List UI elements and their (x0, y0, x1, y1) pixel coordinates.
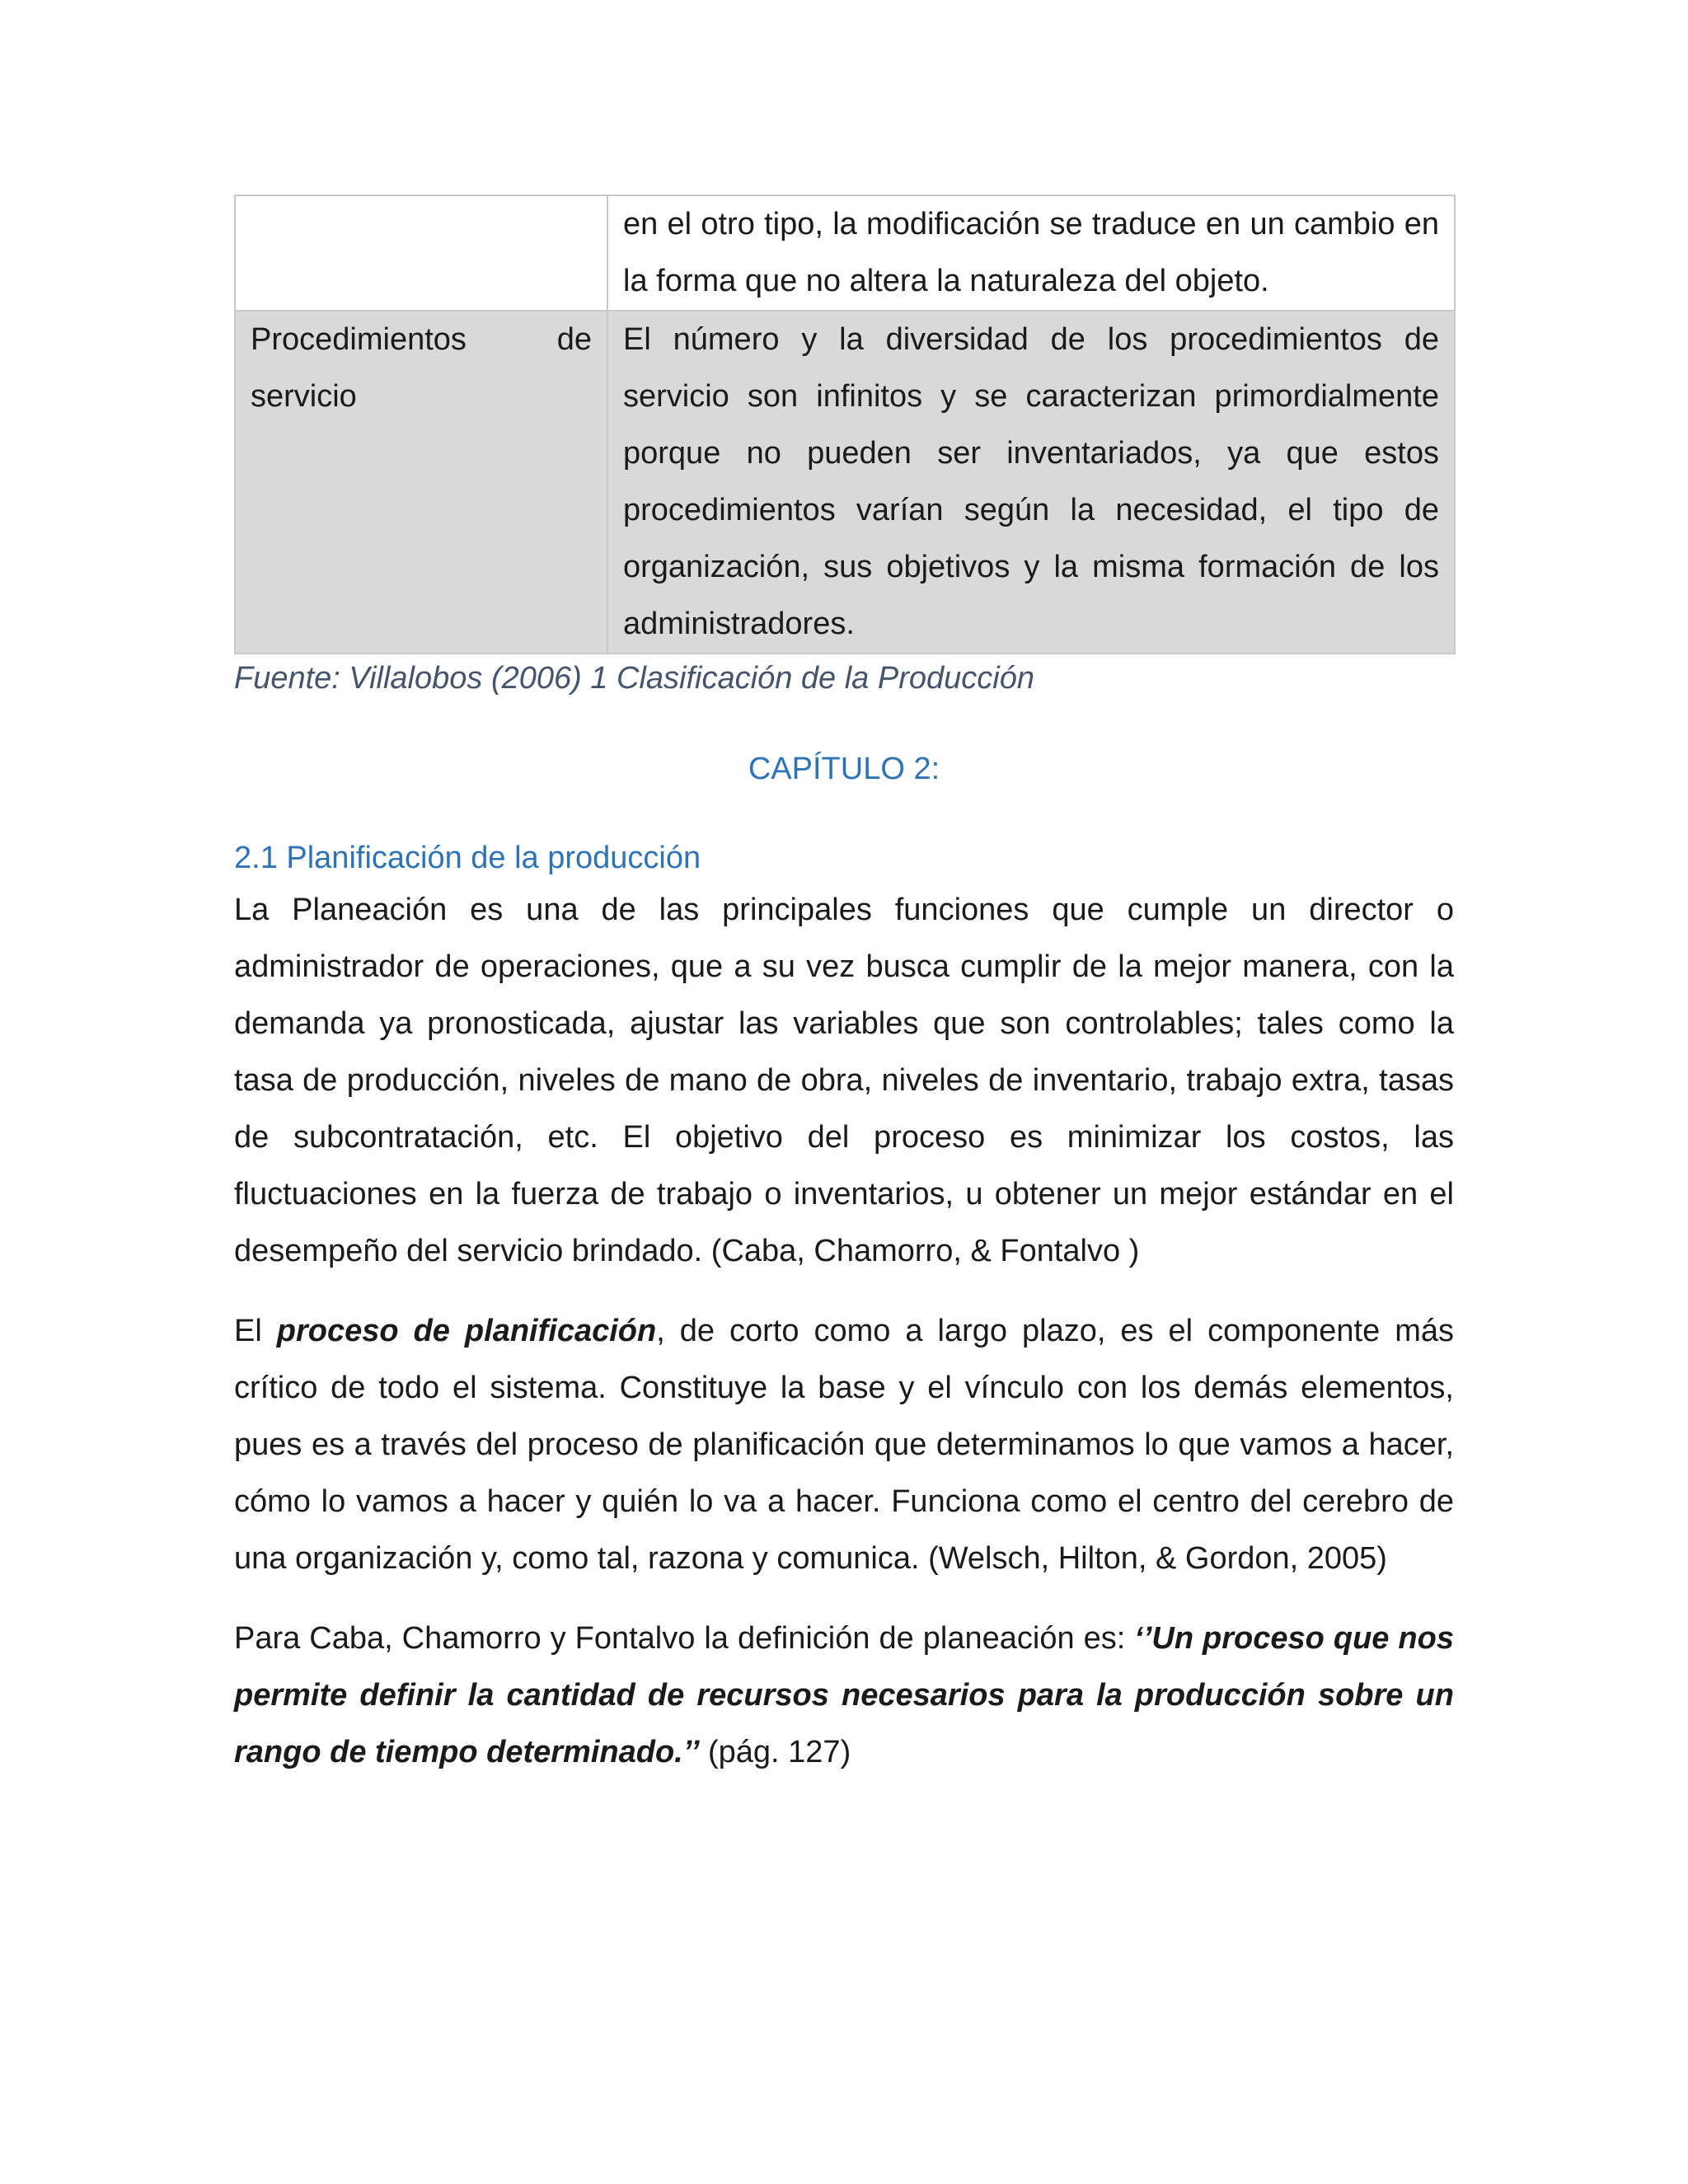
paragraph-text: Para Caba, Chamorro y Fontalvo la definición de planeación es: (234, 1621, 1135, 1656)
page-content (234, 194, 1454, 1781)
table-row (235, 311, 1455, 654)
emphasis-text: proceso de planificación (276, 1314, 657, 1348)
table-cell-description: en el otro tipo, la modificación se traduce en un cambio en la forma que no altera la naturaleza del objeto. (607, 195, 1455, 311)
body-paragraph (234, 1303, 1454, 1587)
paragraph-text: El (234, 1314, 277, 1348)
table-row (235, 195, 1455, 311)
table-caption: Fuente: Villalobos (2006) 1 Clasificación de la Producción (234, 661, 1034, 696)
definition-quote: ‘’Un proceso que nos permite definir la cantidad de recursos necesarios para la producción sobre un rango de tiempo determinado.’’ (234, 1621, 1454, 1769)
production-classification-table (234, 194, 1456, 654)
body-paragraph (234, 1610, 1454, 1781)
section-heading: 2.1 Planificación de la producción (234, 841, 701, 875)
paragraph-text: , de corto como a largo plazo, es el componente más crítico de todo el sistema. Constituye la base y el vínculo con los demás elementos, pues es a través del proceso de planificación que determinamos lo que vamos a hacer, cómo lo vamos a hacer y quién lo va a hacer. Funciona como el centro del cerebro de una organización y, como tal, razona y comunica. (Welsch, Hilton, & Gordon, 2005) (234, 1314, 1454, 1576)
table-cell-description: El número y la diversidad de los procedimientos de servicio son infinitos y se caracterizan primordialmente porque no pueden ser inventariados, ya que estos procedimientos varían según la necesidad, el tipo de organización, sus objetivos y la misma formación de los administradores. (607, 311, 1455, 654)
chapter-heading: CAPÍTULO 2: (748, 752, 940, 786)
citation-text: (pág. 127) (699, 1735, 851, 1769)
table-cell-label (235, 195, 607, 311)
body-paragraph: La Planeación es una de las principales funciones que cumple un director o administrador de operaciones, que a su vez busca cumplir de la mejor manera, con la demanda ya pronosticada, ajustar las variables que son controlables; tales como la tasa de producción, niveles de mano de obra, niveles de inventario, trabajo extra, tasas de subcontratación, etc. El objetivo del proceso es minimizar los costos, las fluctuaciones en la fuerza de trabajo o inventarios, u obtener un mejor estándar en el desempeño del servicio brindado. (Caba, Chamorro, & Fontalvo ) (234, 893, 1454, 1268)
table-cell-label: Procedimientos de servicio (235, 311, 607, 654)
